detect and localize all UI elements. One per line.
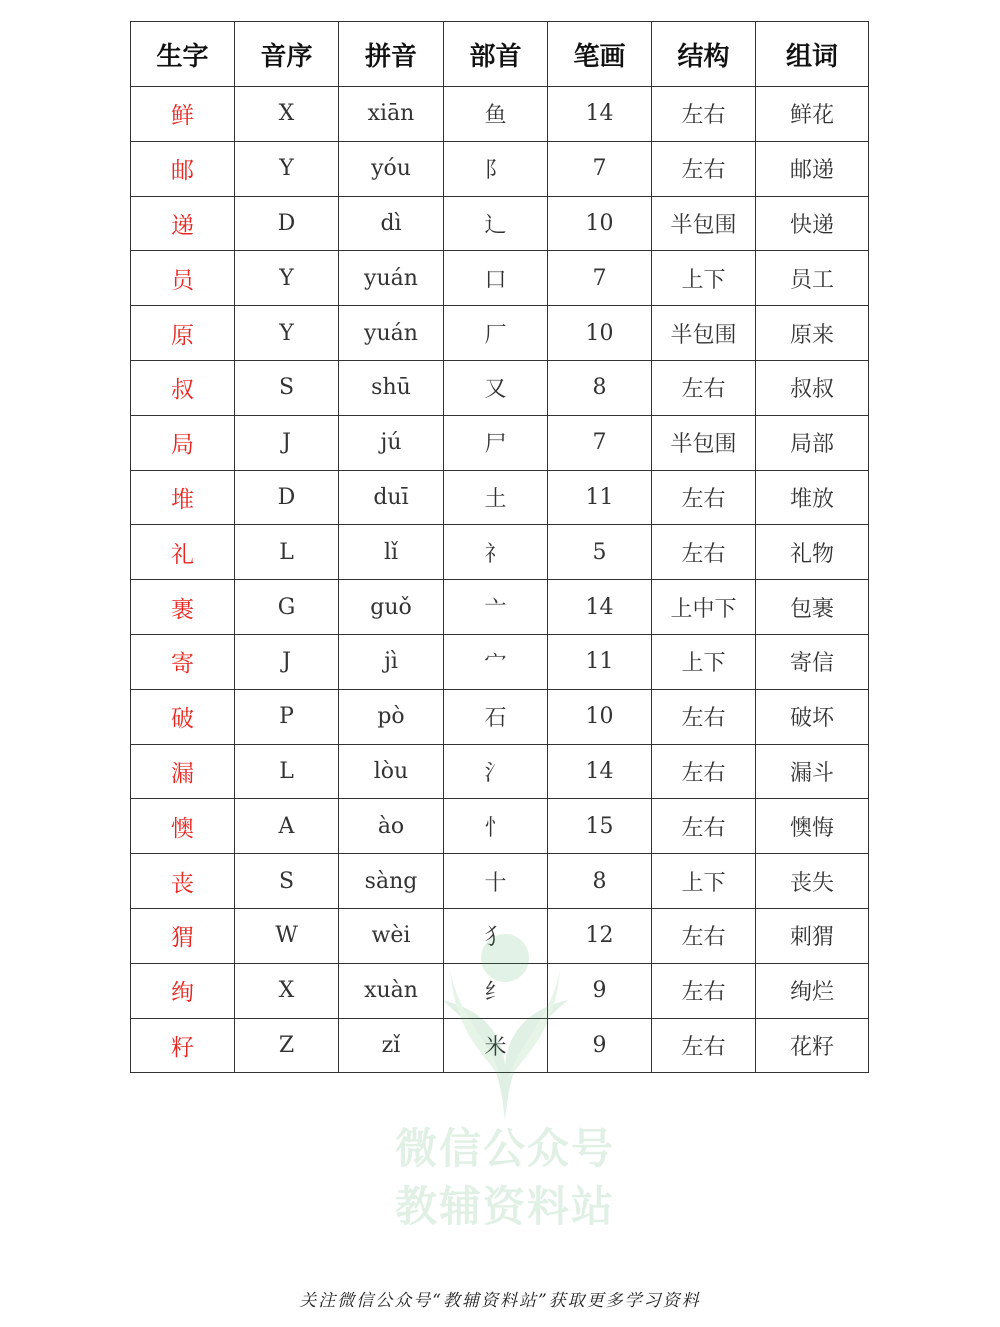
header-character: 生字 <box>131 22 235 87</box>
cell-pinyin: shū <box>339 360 444 415</box>
cell-structure: 左右 <box>652 908 756 963</box>
cell-initial: A <box>235 799 339 854</box>
table-row <box>131 87 869 142</box>
cell-structure: 左右 <box>652 689 756 744</box>
cell-structure: 左右 <box>652 141 756 196</box>
cell-strokes: 10 <box>548 689 652 744</box>
cell-strokes: 11 <box>548 470 652 525</box>
cell-word: 邮递 <box>756 141 869 196</box>
cell-initial: P <box>235 689 339 744</box>
cell-radical: 口 <box>444 251 548 306</box>
cell-character: 懊 <box>131 799 235 854</box>
cell-structure: 上下 <box>652 634 756 689</box>
cell-radical: 礻 <box>444 525 548 580</box>
cell-radical: 十 <box>444 854 548 909</box>
cell-radical: 纟 <box>444 963 548 1018</box>
cell-word: 礼物 <box>756 525 869 580</box>
cell-character: 局 <box>131 415 235 470</box>
cell-word: 局部 <box>756 415 869 470</box>
cell-initial: J <box>235 634 339 689</box>
cell-strokes: 10 <box>548 306 652 361</box>
table-row <box>131 689 869 744</box>
cell-initial: G <box>235 580 339 635</box>
cell-radical: 尸 <box>444 415 548 470</box>
cell-strokes: 11 <box>548 634 652 689</box>
cell-pinyin: xuàn <box>339 963 444 1018</box>
cell-initial: X <box>235 963 339 1018</box>
watermark-line-1: 微信公众号 <box>394 1124 615 1173</box>
cell-radical: 又 <box>444 360 548 415</box>
cell-initial: Y <box>235 251 339 306</box>
cell-pinyin: zǐ <box>339 1018 444 1073</box>
cell-radical: 米 <box>444 1018 548 1073</box>
table-row <box>131 580 869 635</box>
cell-word: 寄信 <box>756 634 869 689</box>
character-table <box>130 21 869 1073</box>
cell-pinyin: yuán <box>339 251 444 306</box>
cell-radical: 土 <box>444 470 548 525</box>
header-initial: 音序 <box>235 22 339 87</box>
cell-structure: 左右 <box>652 744 756 799</box>
cell-word: 鲜花 <box>756 87 869 142</box>
table-row <box>131 744 869 799</box>
header-radical: 部首 <box>444 22 548 87</box>
cell-strokes: 8 <box>548 854 652 909</box>
cell-strokes: 14 <box>548 744 652 799</box>
cell-word: 堆放 <box>756 470 869 525</box>
cell-radical: 辶 <box>444 196 548 251</box>
cell-initial: W <box>235 908 339 963</box>
table-row <box>131 251 869 306</box>
table-row <box>131 799 869 854</box>
table-body <box>131 87 869 1073</box>
cell-character: 寄 <box>131 634 235 689</box>
cell-pinyin: yuán <box>339 306 444 361</box>
cell-structure: 左右 <box>652 87 756 142</box>
cell-initial: L <box>235 525 339 580</box>
cell-character: 丧 <box>131 854 235 909</box>
cell-strokes: 7 <box>548 251 652 306</box>
cell-character: 裹 <box>131 580 235 635</box>
cell-structure: 上下 <box>652 854 756 909</box>
cell-structure: 半包围 <box>652 415 756 470</box>
cell-word: 快递 <box>756 196 869 251</box>
cell-character: 堆 <box>131 470 235 525</box>
cell-character: 破 <box>131 689 235 744</box>
cell-radical: 氵 <box>444 744 548 799</box>
cell-radical: 鱼 <box>444 87 548 142</box>
cell-character: 礼 <box>131 525 235 580</box>
header-strokes: 笔画 <box>548 22 652 87</box>
cell-character: 员 <box>131 251 235 306</box>
cell-pinyin: pò <box>339 689 444 744</box>
cell-pinyin: lòu <box>339 744 444 799</box>
cell-word: 漏斗 <box>756 744 869 799</box>
cell-character: 递 <box>131 196 235 251</box>
cell-character: 鲜 <box>131 87 235 142</box>
cell-strokes: 15 <box>548 799 652 854</box>
cell-structure: 上中下 <box>652 580 756 635</box>
table-header-row <box>131 22 869 87</box>
cell-initial: S <box>235 360 339 415</box>
cell-word: 刺猬 <box>756 908 869 963</box>
cell-strokes: 14 <box>548 87 652 142</box>
cell-word: 丧失 <box>756 854 869 909</box>
cell-strokes: 9 <box>548 1018 652 1073</box>
cell-radical: 亠 <box>444 580 548 635</box>
cell-structure: 半包围 <box>652 196 756 251</box>
table-row <box>131 470 869 525</box>
cell-word: 懊悔 <box>756 799 869 854</box>
cell-initial: J <box>235 415 339 470</box>
header-word: 组词 <box>756 22 869 87</box>
cell-character: 邮 <box>131 141 235 196</box>
cell-word: 原来 <box>756 306 869 361</box>
cell-pinyin: dì <box>339 196 444 251</box>
cell-initial: Z <box>235 1018 339 1073</box>
cell-word: 员工 <box>756 251 869 306</box>
table-row <box>131 1018 869 1073</box>
header-structure: 结构 <box>652 22 756 87</box>
cell-initial: D <box>235 196 339 251</box>
cell-pinyin: guǒ <box>339 580 444 635</box>
cell-strokes: 5 <box>548 525 652 580</box>
cell-structure: 半包围 <box>652 306 756 361</box>
cell-word: 破坏 <box>756 689 869 744</box>
table-row <box>131 854 869 909</box>
table-row <box>131 634 869 689</box>
cell-word: 包裹 <box>756 580 869 635</box>
cell-pinyin: xiān <box>339 87 444 142</box>
cell-radical: 犭 <box>444 908 548 963</box>
table-row <box>131 908 869 963</box>
cell-strokes: 12 <box>548 908 652 963</box>
cell-structure: 左右 <box>652 1018 756 1073</box>
cell-radical: 厂 <box>444 306 548 361</box>
table-row <box>131 306 869 361</box>
table-row <box>131 525 869 580</box>
cell-pinyin: yóu <box>339 141 444 196</box>
cell-initial: L <box>235 744 339 799</box>
cell-structure: 上下 <box>652 251 756 306</box>
cell-pinyin: jì <box>339 634 444 689</box>
cell-structure: 左右 <box>652 963 756 1018</box>
cell-initial: X <box>235 87 339 142</box>
cell-character: 绚 <box>131 963 235 1018</box>
cell-character: 籽 <box>131 1018 235 1073</box>
cell-word: 叔叔 <box>756 360 869 415</box>
cell-character: 漏 <box>131 744 235 799</box>
cell-character: 叔 <box>131 360 235 415</box>
cell-radical: 宀 <box>444 634 548 689</box>
cell-pinyin: jú <box>339 415 444 470</box>
cell-radical: 石 <box>444 689 548 744</box>
cell-structure: 左右 <box>652 360 756 415</box>
cell-structure: 左右 <box>652 470 756 525</box>
table-row <box>131 360 869 415</box>
cell-strokes: 9 <box>548 963 652 1018</box>
cell-strokes: 7 <box>548 141 652 196</box>
cell-pinyin: ào <box>339 799 444 854</box>
cell-strokes: 7 <box>548 415 652 470</box>
cell-word: 花籽 <box>756 1018 869 1073</box>
cell-word: 绚烂 <box>756 963 869 1018</box>
cell-initial: D <box>235 470 339 525</box>
cell-structure: 左右 <box>652 525 756 580</box>
cell-radical: 阝 <box>444 141 548 196</box>
cell-initial: S <box>235 854 339 909</box>
cell-structure: 左右 <box>652 799 756 854</box>
header-pinyin: 拼音 <box>339 22 444 87</box>
footer-note: 关注微信公众号“教辅资料站”获取更多学习资料 <box>299 1291 701 1311</box>
cell-character: 原 <box>131 306 235 361</box>
cell-radical: 忄 <box>444 799 548 854</box>
cell-strokes: 10 <box>548 196 652 251</box>
table-row <box>131 415 869 470</box>
cell-initial: Y <box>235 141 339 196</box>
cell-pinyin: sàng <box>339 854 444 909</box>
cell-strokes: 8 <box>548 360 652 415</box>
cell-pinyin: lǐ <box>339 525 444 580</box>
table-row <box>131 141 869 196</box>
cell-character: 猬 <box>131 908 235 963</box>
cell-initial: Y <box>235 306 339 361</box>
cell-strokes: 14 <box>548 580 652 635</box>
table-row <box>131 196 869 251</box>
cell-pinyin: duī <box>339 470 444 525</box>
table-row <box>131 963 869 1018</box>
cell-pinyin: wèi <box>339 908 444 963</box>
watermark-line-2: 教辅资料站 <box>394 1182 615 1231</box>
